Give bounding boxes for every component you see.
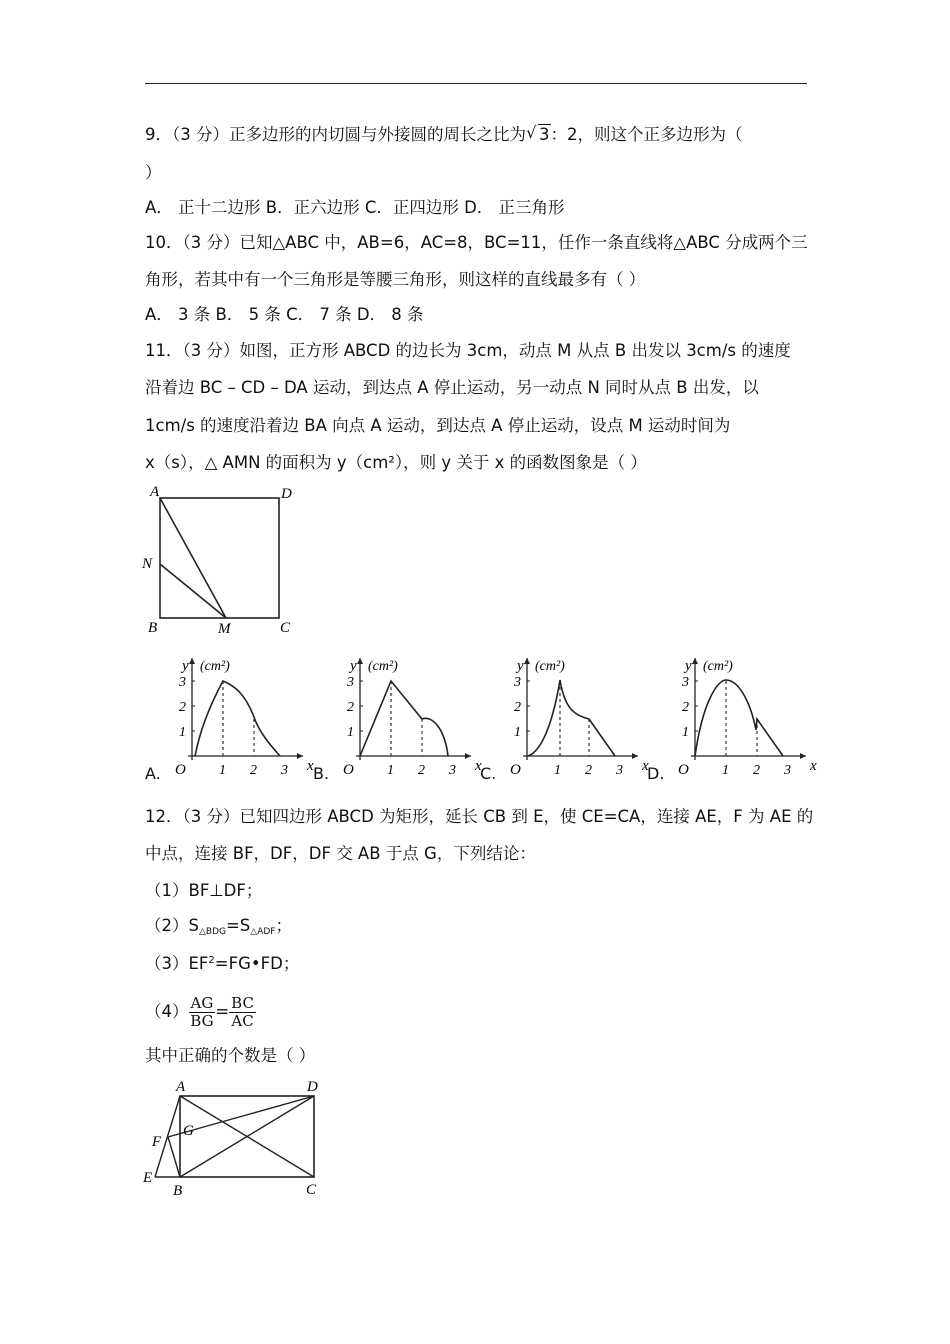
segment-fb <box>168 1137 180 1177</box>
y-tick-label: 2 <box>179 700 186 715</box>
label-d: D <box>281 486 292 502</box>
option-d-label: D. <box>647 764 665 783</box>
q11-stem-line1: 11．（3 分）如图，正方形 ABCD 的边长为 3cm，动点 M 从点 B 出发以 3cm/s 的速度 <box>145 341 791 360</box>
q12-conclusion-4: （4） $\frac{AG}{BG}$ = $\frac{BC}{AC}$ <box>145 994 254 1030</box>
y-axis-label: y <box>685 658 692 674</box>
y-axis-label: y <box>182 658 189 674</box>
option-a-graph <box>165 650 315 775</box>
label-n: N <box>142 556 153 572</box>
q12-conclusion-2: $(2)S_{\triangle BDG}=S_{\triangle ADF}$； <box>145 916 292 937</box>
q11-stem-line3: 1cm/s 的速度沿着边 BA 向点 A 运动，到达点 A 停止运动，设点 M 运动时间为 <box>145 416 731 435</box>
x-tick-label: 2 <box>250 763 257 775</box>
option-c-graph <box>500 650 650 775</box>
option-d-graph <box>668 650 818 775</box>
label-c: C <box>306 1182 317 1198</box>
y-tick-label: 2 <box>347 700 354 715</box>
y-axis-arrow <box>524 658 530 664</box>
y-tick-label: 3 <box>347 675 354 690</box>
function-curve <box>360 681 448 756</box>
x-axis-label: x <box>810 758 817 774</box>
label-b: B <box>173 1183 183 1199</box>
x-tick-label: 3 <box>616 763 623 775</box>
x-tick-label: 1 <box>219 763 226 775</box>
option-b-graph <box>333 650 483 775</box>
x-tick-label: 1 <box>722 763 729 775</box>
option-b-label: B. <box>313 764 330 783</box>
y-axis-label: y <box>350 658 357 674</box>
q11-stem-line4: x（s），△ AMN 的面积为 y（cm²），则 y 关于 x 的函数图象是（ ） <box>145 453 647 472</box>
q12-conclusion-1: （1）BF⊥DF； <box>145 881 263 900</box>
x-tick-label: 2 <box>753 763 760 775</box>
x-tick-label: 1 <box>554 763 561 775</box>
origin-label: O <box>678 762 689 775</box>
q10-stem-line1: 10．（3 分）已知△ABC 中，AB=6，AC=8，BC=11，任作一条直线将△ABC 分成两个三 <box>145 233 808 252</box>
x-tick-label: 3 <box>281 763 288 775</box>
label-d: D <box>307 1079 318 1095</box>
y-tick-label: 3 <box>682 675 689 690</box>
q11-stem-line2: 沿着边 BC – CD – DA 运动，到达点 A 停止运动，另一动点 N 同时从点 B 出发，以 <box>145 378 759 397</box>
function-curve <box>695 680 783 756</box>
segment-nm <box>160 564 226 618</box>
label-c: C <box>280 620 291 636</box>
x-tick-label: 2 <box>585 763 592 775</box>
y-tick-label: 1 <box>514 725 521 740</box>
option-c-label: C. <box>480 764 497 783</box>
option-a-label: A. <box>145 764 161 783</box>
y-axis-label: y <box>517 658 524 674</box>
q10-stem-line2: 角形，若其中有一个三角形是等腰三角形，则这样的直线最多有（ ） <box>145 270 646 289</box>
origin-label: O <box>343 762 354 775</box>
function-curve <box>195 681 280 756</box>
y-tick-label: 1 <box>179 725 186 740</box>
x-axis-arrow <box>465 753 471 759</box>
label-e: E <box>143 1170 153 1186</box>
y-axis-arrow <box>189 658 195 664</box>
x-axis-arrow <box>632 753 638 759</box>
y-tick-label: 2 <box>682 700 689 715</box>
y-tick-label: 3 <box>514 675 521 690</box>
label-a: A <box>150 484 160 500</box>
sqrt-symbol: √ 3 <box>526 123 550 144</box>
label-m: M <box>218 621 231 637</box>
q12-rectangle-figure <box>138 1073 338 1203</box>
segment-am <box>160 498 226 618</box>
q9-stem-line2: ） <box>145 163 162 182</box>
q12-question: 其中正确的个数是（ ） <box>145 1046 316 1065</box>
x-tick-label: 1 <box>387 763 394 775</box>
y-tick-label: 1 <box>682 725 689 740</box>
x-axis-label: x <box>475 758 482 774</box>
label-f: F <box>152 1134 162 1150</box>
q12-stem-line2: 中点，连接 BF，DF，DF 交 AB 于点 G，下列结论： <box>145 844 536 863</box>
label-b: B <box>148 620 158 636</box>
y-axis-arrow <box>357 658 363 664</box>
origin-label: O <box>510 762 521 775</box>
fraction-ag-bg: $\frac{AG}{BG}$ <box>190 994 214 1030</box>
x-axis-label: x <box>307 758 314 774</box>
x-tick-label: 2 <box>418 763 425 775</box>
q9-stem-text: 9．（3 分）正多边形的内切圆与外接圆的周长之比为 <box>145 125 526 144</box>
q11-square-figure <box>138 480 308 640</box>
unit-label: (cm²) <box>368 659 398 674</box>
y-tick-label: 3 <box>179 675 186 690</box>
label-a: A <box>176 1079 186 1095</box>
q10-options: A． 3 条 B． 5 条 C． 7 条 D． 8 条 <box>145 305 424 324</box>
unit-label: (cm²) <box>200 659 230 674</box>
header-rule <box>145 83 807 84</box>
y-axis-arrow <box>692 658 698 664</box>
x-axis-arrow <box>800 753 806 759</box>
square-abcd <box>160 498 279 618</box>
x-tick-label: 3 <box>784 763 791 775</box>
q9-options: A． 正十二边形 B．正六边形 C．正四边形 D． 正三角形 <box>145 198 565 217</box>
q12-conclusion-3: $(3)EF^2=FG•FD$； <box>145 954 300 973</box>
x-tick-label: 3 <box>449 763 456 775</box>
y-tick-label: 1 <box>347 725 354 740</box>
function-curve <box>528 680 615 756</box>
unit-label: (cm²) <box>703 659 733 674</box>
origin-label: O <box>175 762 186 775</box>
y-tick-label: 2 <box>514 700 521 715</box>
x-axis-arrow <box>297 753 303 759</box>
fraction-bc-ac: $\frac{BC}{AC}$ <box>231 994 254 1030</box>
q9-stem-text-post: ：2，则这个正多边形为（ <box>550 125 743 144</box>
x-axis-label: x <box>642 758 649 774</box>
unit-label: (cm²) <box>535 659 565 674</box>
label-g: G <box>183 1123 194 1139</box>
q12-stem-line1: 12．（3 分）已知四边形 ABCD 为矩形，延长 CB 到 E，使 CE=CA，连接 AE，F 为 AE 的 <box>145 807 814 826</box>
q9-stem-line1 <box>145 124 743 146</box>
